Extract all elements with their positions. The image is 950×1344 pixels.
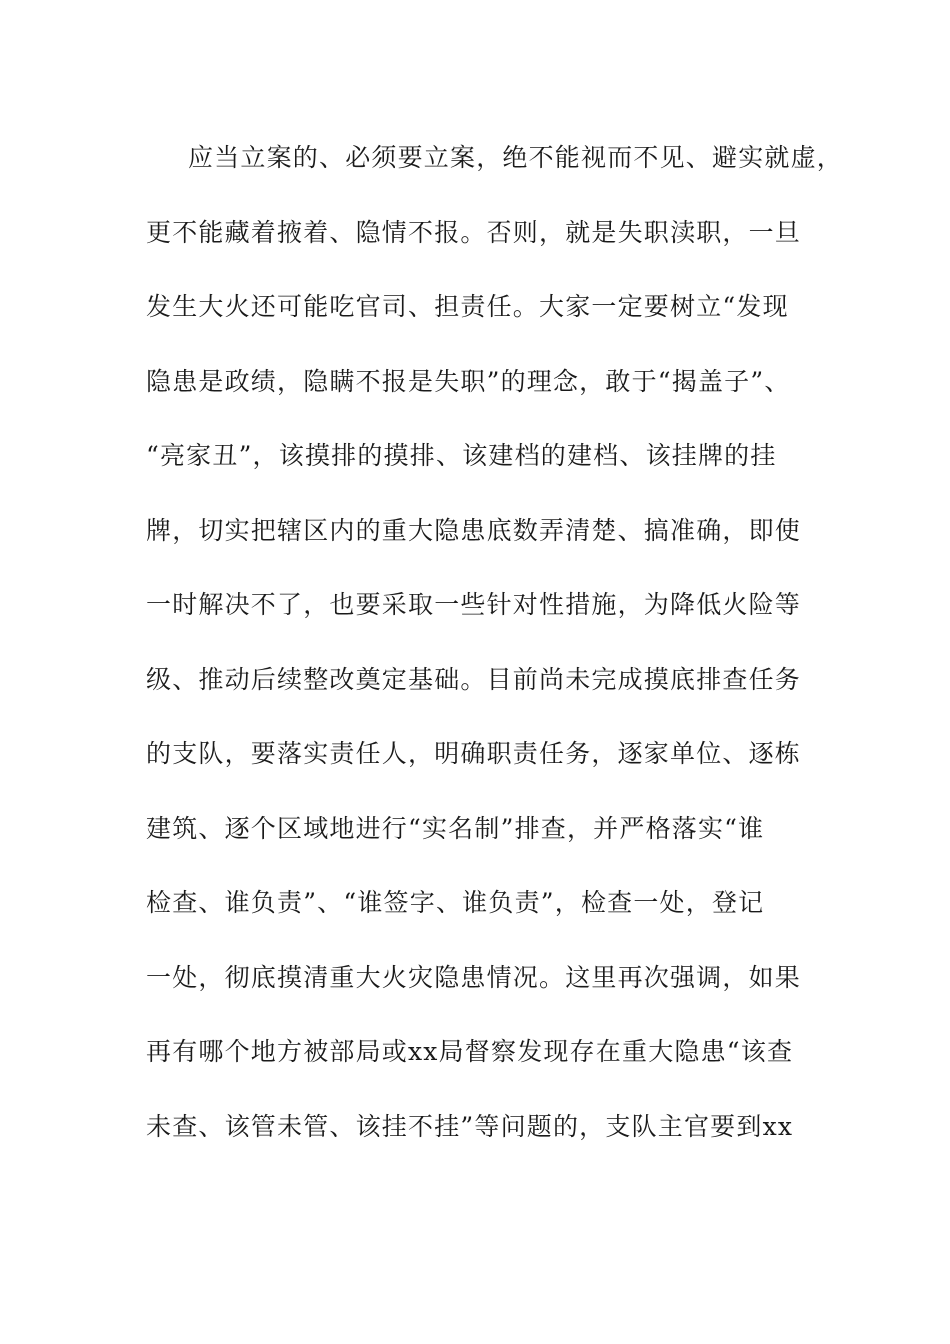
- text-line: 检查、谁负责”、“谁签字、谁负责”，检查一处，登记: [146, 888, 765, 917]
- text-line: 隐患是政绩，隐瞒不报是失职”的理念，敢于“揭盖子”、: [146, 366, 791, 396]
- text-line: 建筑、逐个区域地进行“实名制”排查，并严格落实“谁: [146, 813, 765, 843]
- text-line: 应当立案的、必须要立案，绝不能视而不见、避实就虚，: [188, 143, 844, 172]
- body-paragraph: [146, 136, 846, 1179]
- text-line: 未查、该管未管、该挂不挂”等问题的，支队主官要到xx: [146, 1111, 794, 1141]
- text-line: 牌，切实把辖区内的重大隐患底数弄清楚、搞准确，即使: [146, 515, 802, 545]
- text-line: 的支队，要落实责任人，明确职责任务，逐家单位、逐栋: [146, 739, 802, 768]
- text-line: 再有哪个地方被部局或xx局督察发现存在重大隐患“该查: [146, 1037, 794, 1066]
- text-line: 发生大火还可能吃官司、担责任。大家一定要树立“发现: [146, 292, 789, 321]
- text-line: “亮家丑”，该摸排的摸排、该建档的建档、该挂牌的挂: [146, 441, 777, 470]
- text-line: 更不能藏着掖着、隐情不报。否则，就是失职渎职，一旦: [146, 217, 802, 247]
- text-line: 一时解决不了，也要采取一些针对性措施，为降低火险等: [146, 590, 802, 619]
- text-line: 级、推动后续整改奠定基础。目前尚未完成摸底排查任务: [146, 664, 802, 694]
- text-line: 一处，彻底摸清重大火灾隐患情况。这里再次强调，如果: [146, 962, 802, 992]
